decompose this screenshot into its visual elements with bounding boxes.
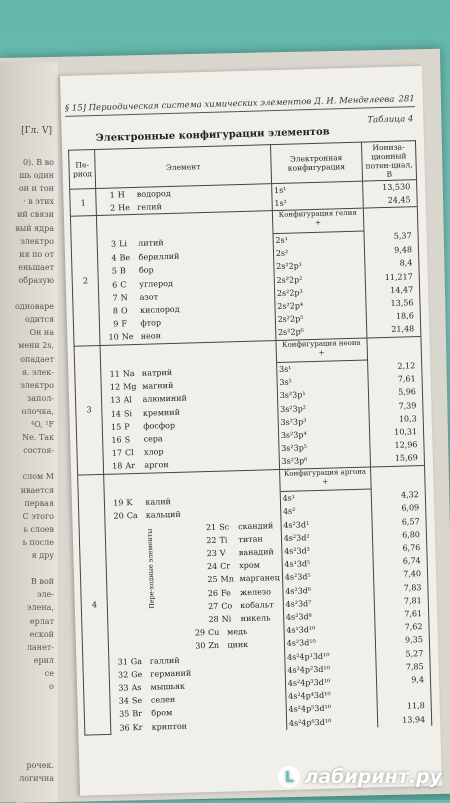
ionization-potential: 7,40 — [373, 567, 428, 582]
element-name: медь — [226, 627, 248, 637]
element-number: 16 — [111, 435, 122, 445]
electron-config: 2s² — [273, 245, 364, 261]
left-page-line: В вой — [30, 577, 54, 587]
ionization-potential: 6,74 — [373, 554, 428, 569]
element-symbol: Co — [221, 601, 233, 611]
electron-config: 3s²3p⁴ — [278, 427, 369, 443]
element-symbol: N — [120, 292, 128, 303]
element-symbol: C — [120, 279, 127, 289]
element-symbol: B — [119, 266, 126, 276]
element-number: 34 — [118, 696, 130, 706]
ionization-cell — [367, 336, 422, 360]
element-number: 10 — [108, 332, 119, 343]
element-symbol: Cu — [207, 627, 220, 638]
ionization-potential: 5,96 — [368, 385, 423, 400]
element-symbol: Mn — [220, 574, 235, 585]
ionization-potential: 8,4 — [365, 256, 420, 271]
element-name: бром — [151, 708, 173, 719]
ionization-potential: 13,530 — [362, 180, 417, 195]
element-name: селен — [150, 695, 176, 705]
element-name: мышьяк — [150, 681, 186, 692]
ionization-potential: 6,57 — [372, 515, 427, 530]
electron-config: 4s²3d¹⁰ — [284, 635, 375, 651]
left-page-line: шь один — [19, 171, 54, 181]
left-page-line: одится — [24, 315, 54, 325]
element-symbol: Kr — [132, 722, 143, 732]
electron-config: 4s²4p¹3d¹⁰ — [284, 648, 375, 664]
left-page-line: я. элек- — [21, 367, 54, 377]
header-element: Элемент — [95, 145, 271, 189]
period-number: 1 — [70, 189, 97, 217]
electron-config: 4s²3d³ — [281, 542, 372, 558]
ionization-potential: 7,85 — [376, 660, 431, 675]
element-symbol: Ti — [219, 535, 228, 545]
ionization-potential: 15,69 — [370, 451, 425, 466]
element-symbol: Si — [123, 408, 133, 418]
left-page-line: ий связи — [17, 210, 54, 220]
ionization-potential: 7,61 — [368, 372, 423, 387]
electron-config: 3s²3p¹ — [277, 387, 368, 403]
left-page-line: олочка, — [21, 406, 54, 416]
element-number: 35 — [119, 709, 130, 720]
left-page — [0, 62, 58, 802]
element-name: литий — [138, 238, 164, 249]
ionization-potential: 10,31 — [369, 425, 424, 440]
element-name: кальций — [145, 510, 181, 521]
electron-config: 4s²4p²3d¹⁰ — [285, 661, 376, 677]
element-number: 26 — [207, 588, 219, 598]
element-name: цинк — [227, 640, 249, 650]
element-name: бериллий — [138, 251, 180, 262]
config-note: Конфигурация аргона + — [279, 467, 371, 492]
electron-config: 1s² — [272, 195, 363, 211]
ionization-potential: 11,217 — [365, 270, 420, 285]
element-symbol: Ne — [121, 332, 134, 342]
element-symbol: Al — [123, 395, 133, 405]
electron-config: 1s¹ — [271, 181, 362, 197]
ionization-potential: 6,76 — [372, 541, 427, 556]
element-symbol: Sc — [218, 522, 230, 532]
ionization-potential: 11,8 — [377, 699, 432, 714]
electron-config: 4s¹ — [280, 489, 371, 505]
element-symbol: F — [121, 319, 128, 329]
electron-config: 3s¹ — [276, 360, 367, 376]
ionization-cell — [370, 465, 425, 489]
element-name: галлий — [149, 655, 180, 666]
element-number: 9 — [113, 319, 119, 329]
left-page-line: Ne. Так — [22, 433, 54, 443]
left-page-line: ь после — [22, 537, 54, 547]
element-number: 13 — [110, 395, 121, 406]
element-number: 8 — [112, 306, 119, 316]
electron-config: 4s²4p⁶3d¹⁰ — [286, 714, 377, 730]
element-number: 29 — [194, 628, 206, 638]
element-symbol: Mg — [123, 382, 137, 392]
left-page-line: первая — [24, 498, 54, 508]
element-number: 1 — [109, 190, 115, 200]
left-page-header: [Гл. V] — [21, 126, 52, 136]
ionization-potential: 13,94 — [377, 712, 432, 727]
element-name: германий — [150, 668, 192, 679]
element-name: ванадий — [238, 547, 274, 558]
period-number: 4 — [78, 474, 112, 735]
config-note: Конфигурация гелия + — [272, 208, 364, 233]
element-number: 2 — [109, 203, 116, 213]
ionization-potential: 4,32 — [371, 488, 426, 503]
element-symbol: P — [124, 422, 130, 432]
electron-config: 2s²2p² — [274, 271, 365, 287]
left-page-line: С этого — [22, 511, 54, 521]
element-number: 23 — [206, 548, 217, 559]
element-number: 12 — [109, 382, 121, 392]
electron-config: 4s²3d² — [281, 529, 372, 545]
ionization-potential: 7,83 — [374, 581, 429, 596]
element-name: калий — [145, 496, 172, 507]
left-page-line: 0). В во — [22, 158, 54, 167]
element-name: гелий — [137, 202, 162, 213]
electron-config: 2s²2p¹ — [273, 258, 364, 274]
left-page-line: еньшает — [18, 262, 54, 272]
left-page-line: состоя- — [23, 446, 54, 456]
element-name: алюминий — [142, 394, 188, 405]
element-name: азот — [139, 292, 159, 302]
left-page-line: эле- — [37, 590, 54, 600]
ionization-cell — [363, 207, 418, 231]
ionization-potential: 7,61 — [374, 607, 429, 622]
ionization-potential: 18,6 — [366, 309, 421, 324]
electron-config: 2s¹ — [273, 231, 364, 247]
element-number: 5 — [111, 266, 118, 276]
element-name: фосфор — [143, 420, 176, 431]
electron-config: 4s² — [280, 503, 371, 519]
element-symbol: Cr — [220, 561, 231, 571]
left-page-line: логична — [19, 773, 54, 783]
left-page-line: ия по от — [19, 249, 54, 259]
electron-config: 4s¹3d¹⁰ — [284, 622, 375, 638]
watermark-text: лабиринт.ру — [304, 766, 442, 788]
element-symbol: Be — [119, 253, 131, 263]
watermark — [278, 766, 442, 788]
element-number: 36 — [119, 722, 130, 733]
element-symbol: K — [126, 497, 133, 507]
element-name: углерод — [139, 278, 173, 289]
left-page-line: образую — [18, 275, 54, 285]
ionization-potential: 7,62 — [375, 620, 430, 635]
left-page-line: опадает — [20, 354, 54, 364]
ionization-potential: 24,45 — [363, 193, 418, 208]
element-name: фтор — [140, 318, 162, 328]
table-title: Электронные конфигурации элементов — [95, 126, 330, 145]
element-symbol: Ca — [126, 511, 138, 521]
left-page-line: ерлат — [29, 616, 54, 626]
element-number: 14 — [110, 409, 122, 419]
left-page-line: мени 2s, — [18, 341, 54, 351]
right-page — [60, 66, 442, 796]
left-page-line: ерил — [33, 655, 54, 665]
ionization-potential: 9,4 — [376, 673, 431, 688]
element-number: 33 — [118, 683, 129, 693]
element-number: 6 — [112, 279, 118, 290]
running-head-title: § 15] Периодическая система химических элементов Д. И. Менделеева — [64, 94, 395, 114]
element-symbol: V — [219, 548, 226, 558]
config-note: Конфигурация неона + — [276, 338, 368, 363]
element-symbol: Ni — [221, 614, 232, 624]
element-number: 28 — [208, 614, 219, 625]
left-page-line: запол- — [26, 393, 54, 403]
left-page-line: электро — [20, 236, 54, 246]
element-number: 19 — [113, 498, 124, 508]
element-number: 31 — [117, 656, 128, 667]
element-number: 11 — [109, 368, 120, 379]
electron-config: 2s²2p⁶ — [275, 324, 366, 340]
ionization-potential: 5,27 — [375, 646, 430, 661]
left-page-line: я дру — [31, 551, 54, 560]
transition-elements-label: Пере-ходные элементы — [146, 528, 157, 609]
element-name: кобальт — [240, 600, 274, 610]
element-symbol: Fe — [220, 588, 231, 598]
ionization-potential: 7,81 — [374, 594, 429, 609]
element-name: криптон — [151, 721, 188, 732]
element-symbol: Na — [122, 368, 135, 378]
electron-config: 2s²2p⁵ — [275, 311, 366, 327]
ionization-potential: 9,48 — [364, 243, 419, 258]
left-page-line: · в этих — [23, 197, 54, 207]
left-page-line: электро — [20, 380, 54, 390]
ionization-potential: 12,96 — [370, 438, 425, 453]
left-page-line: се — [44, 668, 54, 678]
ionization-potential: 13,56 — [366, 296, 421, 311]
element-name: бор — [138, 265, 154, 276]
header-period: Пе-риод — [69, 150, 97, 190]
ionization-potential: 5,37 — [364, 229, 419, 244]
electron-config: 4s²3d⁶ — [283, 582, 374, 598]
element-symbol: Zn — [208, 641, 220, 651]
element-number: 15 — [110, 422, 122, 432]
left-page-line: слом M — [22, 472, 54, 482]
period-number: 3 — [74, 345, 104, 475]
element-number: 32 — [117, 670, 129, 680]
watermark-logo-icon: L — [278, 766, 300, 788]
electron-config: 3s²3p⁵ — [279, 440, 370, 456]
element-symbol: Li — [119, 239, 128, 249]
element-number: 21 — [205, 522, 217, 532]
period-number: 2 — [70, 216, 100, 346]
element-number: 17 — [111, 448, 123, 458]
table-body — [70, 180, 432, 736]
electron-config: 4s²3d¹ — [281, 516, 372, 532]
element-number: 4 — [111, 253, 117, 263]
left-page-line: еской — [29, 629, 54, 639]
element-symbol: Ar — [125, 461, 136, 471]
element-name: кремний — [142, 407, 181, 418]
ionization-potential: 6,80 — [372, 528, 427, 543]
element-name: хлор — [143, 447, 164, 458]
element-number: 18 — [112, 461, 123, 472]
element-symbol: He — [118, 203, 131, 213]
element-name: хром — [239, 560, 261, 571]
element-name: натрий — [141, 367, 173, 378]
left-page-line: ⁴O, ²F — [30, 420, 54, 429]
element-name: аргон — [144, 460, 169, 471]
left-page-line: вый ядра — [15, 223, 54, 233]
header-config: Электронная конфигурация — [270, 142, 362, 184]
element-number: 7 — [112, 293, 118, 303]
ionization-potential: 21,48 — [366, 322, 421, 337]
left-page-line: элена, — [27, 603, 54, 613]
left-page-line: он и тон — [18, 184, 54, 194]
element-name: скандий — [237, 520, 274, 531]
ionization-potential: 9,35 — [375, 633, 430, 648]
ionization-potential: 10,3 — [369, 412, 424, 427]
table-label: Таблица 4 — [367, 114, 414, 126]
element-name: марганец — [239, 573, 280, 584]
electron-config: 2s²2p³ — [274, 284, 365, 300]
left-page-line: ь слоев — [23, 524, 54, 534]
element-number: 22 — [206, 535, 217, 545]
element-name: магний — [142, 381, 174, 392]
element-name: железо — [239, 586, 272, 597]
electron-config: 3s²3p² — [277, 400, 368, 416]
electron-config: 4s¹3d⁵ — [282, 556, 373, 572]
element-number: 24 — [206, 561, 218, 572]
element-symbol: As — [131, 682, 142, 693]
element-symbol: H — [117, 190, 125, 200]
page-number: 281 — [398, 94, 415, 105]
header-ionization: Иониза-ционный потен-циал, В — [361, 141, 416, 181]
left-page-line: Он на — [29, 328, 54, 338]
element-symbol: Ga — [130, 656, 143, 666]
element-symbol: Br — [132, 709, 143, 719]
running-head — [65, 94, 415, 117]
left-page-line: ивается — [20, 485, 54, 495]
electron-config: 4s²3d⁸ — [283, 608, 374, 624]
element-symbol: Se — [131, 696, 143, 706]
left-page-line: о — [49, 682, 54, 691]
left-page-line: ланет- — [26, 642, 54, 652]
electron-config-table — [68, 140, 432, 736]
ionization-potential: 6,09 — [371, 501, 426, 516]
electron-config: 3s² — [277, 374, 368, 390]
ionization-potential: 7,39 — [368, 399, 423, 414]
ionization-potential: 2,12 — [367, 359, 422, 374]
electron-config: 2s²2p⁴ — [275, 297, 366, 313]
left-page-line: рочек. — [26, 760, 54, 770]
element-symbol: O — [120, 306, 128, 316]
element-number: 20 — [113, 511, 124, 522]
ionization-potential: 14,47 — [365, 283, 420, 298]
element-symbol: S — [124, 435, 131, 445]
electron-config: 4s²4p⁴3d¹⁰ — [286, 688, 377, 704]
element-number: 27 — [208, 601, 219, 611]
element-name: кислород — [139, 304, 180, 315]
left-page-line: одноваре — [14, 302, 54, 312]
element-name: неон — [140, 331, 162, 342]
element-name: водород — [136, 188, 171, 199]
element-name: никель — [240, 613, 271, 624]
element-symbol: Cl — [124, 448, 134, 458]
element-name: сера — [143, 434, 163, 444]
element-number: 3 — [110, 239, 117, 250]
element-number: 30 — [195, 641, 206, 651]
element-symbol: Ge — [131, 669, 143, 680]
element-number: 25 — [207, 575, 218, 585]
electron-config: 3s²3p³ — [278, 413, 369, 429]
electron-config: 4s²3d⁷ — [283, 595, 374, 611]
element-name: титан — [238, 534, 263, 544]
electron-config: 4s²4p⁵3d¹⁰ — [286, 701, 377, 717]
electron-config: 3s²3p⁶ — [279, 453, 370, 469]
electron-config: 4s²3d⁵ — [282, 569, 373, 585]
electron-config: 4s²4p³3d¹⁰ — [285, 674, 376, 690]
